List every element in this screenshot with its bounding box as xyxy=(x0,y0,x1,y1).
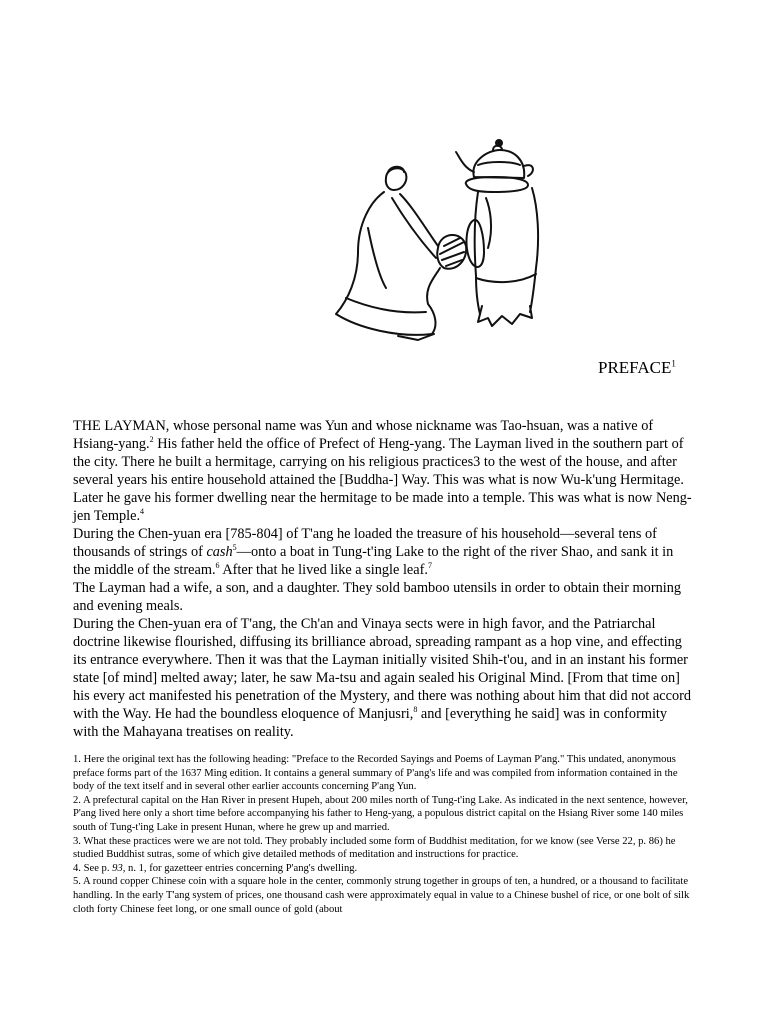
preface-body xyxy=(73,417,693,741)
body-paragraph xyxy=(73,615,693,741)
text-segment: 3. What these practices were we are not told. They probably included some form of Buddhist meditation, for we know (see Verse 22, p. 86) he studied Buddhist sutras, some of which give detailed methods of meditation and instructions for practice. xyxy=(73,835,676,861)
text-segment: 4. See p. xyxy=(73,862,113,874)
text-segment: During the Chen-yuan era [785-804] of T'ang he loaded the treasure of his household—several tens of thousands of strings of xyxy=(73,526,657,560)
footnotes xyxy=(73,753,699,916)
footnote xyxy=(73,753,699,794)
footnote xyxy=(73,835,699,862)
layman-illustration xyxy=(288,128,598,360)
footnote xyxy=(73,875,699,916)
footnote xyxy=(73,794,699,835)
text-segment: 1. Here the original text has the following heading: "Preface to the Recorded Sayings and Poems of Layman P'ang." This undated, anonymous preface forms part of the 1637 Ming edition. It contains a general summary of P'ang's life and was compiled from information contained in the body of the text itself and in several other earlier accounts concerning P'ang Yun. xyxy=(73,754,678,793)
body-paragraph xyxy=(73,579,693,615)
footnote-ref: 1 xyxy=(671,358,676,369)
footnote-ref: 6 xyxy=(215,561,220,571)
text-segment: 5. A round copper Chinese coin with a square hole in the center, commonly strung together in groups of ten, a hundred, or a thousand to facilitate handling. In the early T'ang system of prices, one thousand cash were approximately equal in value to a Chinese bushel of rice, or one bolt of silk cloth forty Chinese feet long, or one small ounce of gold (about xyxy=(73,876,690,915)
body-paragraph xyxy=(73,525,693,579)
text-segment: —onto a boat in Tung-t'ing Lake to the right of the river Shao, and sank it in the middle of the stream. xyxy=(73,544,674,578)
layman-with-teapot-drawing-icon xyxy=(288,128,598,360)
text-segment: After that he lived like a single leaf. xyxy=(219,562,428,578)
footnote xyxy=(73,862,699,876)
footnote-ref: 2 xyxy=(149,435,154,445)
text-segment: and [everything he said] was in conformity with the Mahayana treatises on reality. xyxy=(73,706,668,740)
footnote-ref: 8 xyxy=(413,705,418,715)
italic-text: cash xyxy=(206,544,233,560)
text-segment: n. 1, for gazetteer entries concerning P'ang's dwelling. xyxy=(125,862,358,874)
page-title-text: PREFACE xyxy=(598,358,672,377)
text-segment: During the Chen-yuan era of T'ang, the Ch'an and Vinaya sects were in high favor, and the Patriarchal doctrine likewise flourished, diffusing its brilliance abroad, spreading rampant as a hop vine, and effecting its entrance everywhere. Then it was that the Layman initially visited Shih-t'ou, and in an instant his former state [of mind] melted away; later, he saw Ma-tsu and again sealed his Original Mind. [From that time on] his every act manifested his penetration of the Mystery, and there was nothing about him that did not accord with the Way. He had the boundless eloquence of Manjusri, xyxy=(73,616,692,722)
footnote-ref: 4 xyxy=(140,507,145,517)
italic-text: 93, xyxy=(112,862,126,874)
footnote-ref: 5 xyxy=(232,543,237,553)
text-segment: The Layman had a wife, a son, and a daughter. They sold bamboo utensils in order to obtain their morning and evening meals. xyxy=(73,580,682,614)
text-segment: His father held the office of Prefect of Heng-yang. The Layman lived in the southern part of the city. There he built a hermitage, carrying on his religious practices3 to the west of the house, and after several years his entire household attained the [Buddha-] Way. This was what is now Wu-k'ung Hermitage. Later he gave his former dwelling near the hermitage to be made into a temple. This was what is now Neng-jen Temple. xyxy=(73,436,692,524)
footnote-ref: 7 xyxy=(427,561,432,571)
body-paragraph xyxy=(73,417,693,525)
text-segment: 2. A prefectural capital on the Han River in present Hupeh, about 200 miles north of Tung-t'ing Lake. As indicated in the next sentence, however, P'ang lived here only a short time before accompanying his father to Heng-yang, a populous district capital on the Hsiang River some 140 miles south of Tung-t'ing Lake in present Hunan, where he grew up and married. xyxy=(73,794,688,833)
page-title xyxy=(598,358,676,378)
text-segment: THE LAYMAN, whose personal name was Yun and whose nickname was Tao-hsuan, was a native of Hsiang-yang. xyxy=(73,418,654,452)
